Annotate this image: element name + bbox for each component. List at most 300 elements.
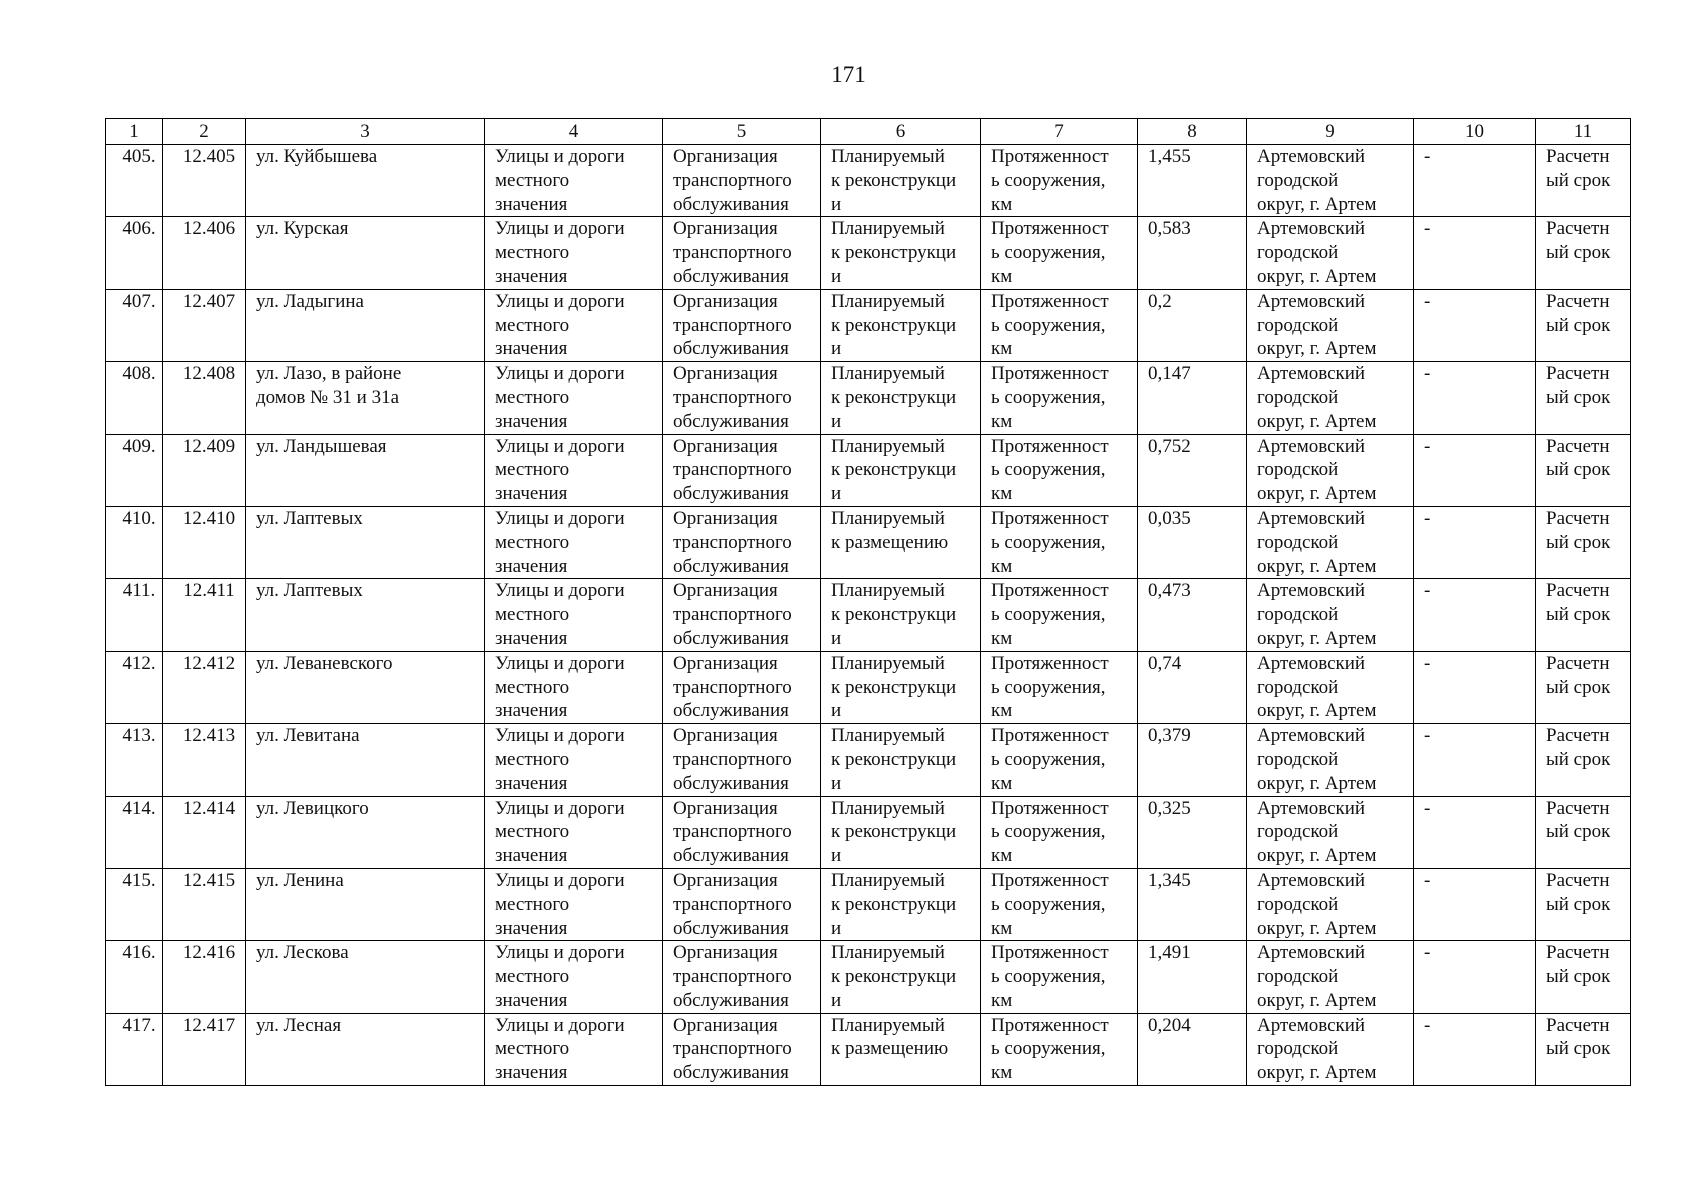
object-name-cell: [246, 868, 485, 940]
cell-line: Планируемый: [831, 290, 945, 312]
cell-line: транспортного: [673, 1038, 792, 1060]
object-name-cell: [246, 362, 485, 434]
implementation-term-cell: [1536, 145, 1631, 217]
cell-line: км: [991, 989, 1013, 1011]
objects-table: [105, 118, 1631, 1086]
cell-line: Артемовский: [1257, 797, 1366, 819]
cell-line: ый срок: [1546, 893, 1611, 915]
cell-line: и: [831, 917, 842, 939]
object-status-cell: [821, 362, 981, 434]
cell-line: Артемовский: [1257, 869, 1366, 891]
object-type-cell: [485, 651, 663, 723]
row-number-cell: 410.: [106, 506, 163, 578]
cell-line: ул. Леваневского: [256, 652, 393, 674]
cell-line: местного: [495, 459, 570, 481]
object-name-cell: [246, 145, 485, 217]
object-purpose-cell: [663, 868, 821, 940]
cell-line: обслуживания: [673, 917, 789, 939]
object-status-cell: [821, 941, 981, 1013]
cell-line: транспортного: [673, 386, 792, 408]
cell-line: транспортного: [673, 531, 792, 553]
characteristic-name-cell: [981, 579, 1138, 651]
cell-line: Улицы и дороги: [495, 435, 625, 457]
cell-line: Протяженност: [991, 290, 1109, 312]
cell-line: Расчетн: [1546, 290, 1610, 312]
cell-line: ь сооружения,: [991, 821, 1106, 843]
cell-line: местного: [495, 893, 570, 915]
object-status-cell: [821, 1013, 981, 1085]
page-number: 171: [831, 62, 866, 87]
characteristic-name-cell: [981, 796, 1138, 868]
object-purpose-cell: [663, 289, 821, 361]
object-status-cell: [821, 289, 981, 361]
cell-line: значения: [495, 338, 568, 360]
cell-line: городской: [1257, 893, 1339, 915]
cell-line: местного: [495, 748, 570, 770]
characteristic-name-cell: [981, 1013, 1138, 1085]
implementation-term-cell: [1536, 1013, 1631, 1085]
location-cell: [1247, 868, 1414, 940]
cell-line: ый срок: [1546, 676, 1611, 698]
table-row: [106, 434, 1631, 506]
characteristic-name-cell: [981, 724, 1138, 796]
cell-line: Улицы и дороги: [495, 725, 625, 747]
cell-line: ый срок: [1546, 386, 1611, 408]
cell-line: ый срок: [1546, 604, 1611, 626]
cell-line: Организация: [673, 725, 778, 747]
table-row: [106, 796, 1631, 868]
row-number-cell: 407.: [106, 289, 163, 361]
location-cell: [1247, 145, 1414, 217]
characteristic-name-cell: [981, 434, 1138, 506]
cell-line: Протяженност: [991, 942, 1109, 964]
cell-line: Расчетн: [1546, 363, 1610, 385]
row-number-cell: 409.: [106, 434, 163, 506]
cell-line: Планируемый: [831, 507, 945, 529]
cell-line: ул. Ленина: [256, 869, 344, 891]
object-type-cell: [485, 217, 663, 289]
implementation-term-cell: [1536, 434, 1631, 506]
column-number: 8: [1138, 119, 1247, 145]
cell-line: значения: [495, 410, 568, 432]
cell-line: Протяженност: [991, 725, 1109, 747]
cell-line: Протяженност: [991, 507, 1109, 529]
object-name-cell: [246, 941, 485, 1013]
cell-line: Протяженност: [991, 869, 1109, 891]
cell-line: Улицы и дороги: [495, 218, 625, 240]
cell-line: Расчетн: [1546, 146, 1610, 167]
object-status-cell: [821, 651, 981, 723]
cell-line: и: [831, 193, 842, 215]
row-number-cell: 415.: [106, 868, 163, 940]
cell-line: Артемовский: [1257, 580, 1366, 602]
characteristic-value-cell: 0,583: [1138, 217, 1247, 289]
location-cell: [1247, 1013, 1414, 1085]
cell-line: Улицы и дороги: [495, 363, 625, 385]
cell-line: Протяженност: [991, 146, 1109, 167]
cell-line: ый срок: [1546, 169, 1611, 191]
table-row: [106, 145, 1631, 217]
cell-line: ул. Ландышевая: [256, 435, 387, 457]
cell-line: Планируемый: [831, 435, 945, 457]
table-row: [106, 941, 1631, 1013]
cell-line: Расчетн: [1546, 507, 1610, 529]
zone-cell: -: [1414, 289, 1536, 361]
column-number: 7: [981, 119, 1138, 145]
cell-line: ул. Лаптевых: [256, 507, 363, 529]
characteristic-name-cell: [981, 868, 1138, 940]
cell-line: Организация: [673, 869, 778, 891]
cell-line: местного: [495, 604, 570, 626]
column-number: 2: [163, 119, 246, 145]
cell-line: домов № 31 и 31а: [256, 386, 400, 408]
cell-line: и: [831, 989, 842, 1011]
cell-line: ул. Левитана: [256, 725, 360, 747]
cell-line: к реконструкци: [831, 314, 957, 336]
cell-line: округ, г. Артем: [1257, 265, 1377, 287]
cell-line: Планируемый: [831, 1014, 945, 1036]
object-code-cell: 12.411: [163, 579, 246, 651]
column-number: 5: [663, 119, 821, 145]
cell-line: Улицы и дороги: [495, 507, 625, 529]
cell-line: Протяженност: [991, 218, 1109, 240]
object-type-cell: [485, 579, 663, 651]
object-code-cell: 12.408: [163, 362, 246, 434]
cell-line: ул. Куйбышева: [256, 146, 378, 167]
cell-line: значения: [495, 483, 568, 505]
zone-cell: -: [1414, 362, 1536, 434]
cell-line: округ, г. Артем: [1257, 555, 1377, 577]
cell-line: округ, г. Артем: [1257, 845, 1377, 867]
row-number-cell: 413.: [106, 724, 163, 796]
table-row: [106, 362, 1631, 434]
table-row: [106, 506, 1631, 578]
object-purpose-cell: [663, 506, 821, 578]
cell-line: местного: [495, 676, 570, 698]
cell-line: округ, г. Артем: [1257, 1062, 1377, 1084]
cell-line: Организация: [673, 580, 778, 602]
cell-line: ь сооружения,: [991, 531, 1106, 553]
object-type-cell: [485, 1013, 663, 1085]
cell-line: Артемовский: [1257, 290, 1366, 312]
cell-line: Расчетн: [1546, 1014, 1610, 1036]
object-type-cell: [485, 724, 663, 796]
table-body: [106, 145, 1631, 1086]
row-number-cell: 417.: [106, 1013, 163, 1085]
cell-line: Улицы и дороги: [495, 580, 625, 602]
cell-line: ь сооружения,: [991, 242, 1106, 264]
implementation-term-cell: [1536, 362, 1631, 434]
location-cell: [1247, 217, 1414, 289]
cell-line: значения: [495, 772, 568, 794]
cell-line: транспортного: [673, 676, 792, 698]
cell-line: городской: [1257, 676, 1339, 698]
column-number: 9: [1247, 119, 1414, 145]
cell-line: ь сооружения,: [991, 459, 1106, 481]
cell-line: и: [831, 845, 842, 867]
implementation-term-cell: [1536, 868, 1631, 940]
cell-line: к реконструкци: [831, 169, 957, 191]
characteristic-name-cell: [981, 217, 1138, 289]
cell-line: к реконструкци: [831, 748, 957, 770]
cell-line: к размещению: [831, 531, 949, 553]
cell-line: Протяженност: [991, 652, 1109, 674]
cell-line: ь сооружения,: [991, 604, 1106, 626]
cell-line: ь сооружения,: [991, 748, 1106, 770]
cell-line: км: [991, 193, 1013, 215]
object-purpose-cell: [663, 796, 821, 868]
cell-line: значения: [495, 845, 568, 867]
implementation-term-cell: [1536, 289, 1631, 361]
cell-line: округ, г. Артем: [1257, 193, 1377, 215]
cell-line: транспортного: [673, 748, 792, 770]
cell-line: местного: [495, 1038, 570, 1060]
cell-line: округ, г. Артем: [1257, 917, 1377, 939]
cell-line: Расчетн: [1546, 869, 1610, 891]
cell-line: значения: [495, 989, 568, 1011]
cell-line: км: [991, 700, 1013, 722]
characteristic-value-cell: 0,752: [1138, 434, 1247, 506]
cell-line: значения: [495, 193, 568, 215]
table-row: [106, 217, 1631, 289]
cell-line: транспортного: [673, 242, 792, 264]
object-type-cell: [485, 796, 663, 868]
object-status-cell: [821, 868, 981, 940]
column-number: 1: [106, 119, 163, 145]
row-number-cell: 405.: [106, 145, 163, 217]
cell-line: округ, г. Артем: [1257, 338, 1377, 360]
column-number: 6: [821, 119, 981, 145]
row-number-cell: 406.: [106, 217, 163, 289]
implementation-term-cell: [1536, 796, 1631, 868]
characteristic-value-cell: 1,345: [1138, 868, 1247, 940]
object-status-cell: [821, 796, 981, 868]
zone-cell: -: [1414, 868, 1536, 940]
location-cell: [1247, 724, 1414, 796]
object-purpose-cell: [663, 217, 821, 289]
zone-cell: -: [1414, 1013, 1536, 1085]
location-cell: [1247, 289, 1414, 361]
cell-line: Протяженност: [991, 435, 1109, 457]
cell-line: ь сооружения,: [991, 893, 1106, 915]
object-name-cell: [246, 434, 485, 506]
table-row: [106, 579, 1631, 651]
cell-line: обслуживания: [673, 265, 789, 287]
object-status-cell: [821, 579, 981, 651]
cell-line: транспортного: [673, 459, 792, 481]
cell-line: обслуживания: [673, 700, 789, 722]
cell-line: ь сооружения,: [991, 314, 1106, 336]
zone-cell: -: [1414, 145, 1536, 217]
object-name-cell: [246, 724, 485, 796]
cell-line: Артемовский: [1257, 1014, 1366, 1036]
cell-line: ь сооружения,: [991, 1038, 1106, 1060]
object-code-cell: 12.405: [163, 145, 246, 217]
object-type-cell: [485, 145, 663, 217]
cell-line: ый срок: [1546, 531, 1611, 553]
zone-cell: -: [1414, 651, 1536, 723]
cell-line: к реконструкци: [831, 242, 957, 264]
cell-line: городской: [1257, 1038, 1339, 1060]
cell-line: обслуживания: [673, 410, 789, 432]
zone-cell: -: [1414, 724, 1536, 796]
location-cell: [1247, 434, 1414, 506]
cell-line: ый срок: [1546, 459, 1611, 481]
object-code-cell: 12.410: [163, 506, 246, 578]
row-number-cell: 411.: [106, 579, 163, 651]
cell-line: ь сооружения,: [991, 676, 1106, 698]
cell-line: городской: [1257, 966, 1339, 988]
characteristic-name-cell: [981, 289, 1138, 361]
cell-line: Планируемый: [831, 580, 945, 602]
cell-line: км: [991, 772, 1013, 794]
table-row: [106, 724, 1631, 796]
cell-line: Расчетн: [1546, 218, 1610, 240]
object-purpose-cell: [663, 434, 821, 506]
object-status-cell: [821, 506, 981, 578]
cell-line: Планируемый: [831, 797, 945, 819]
cell-line: значения: [495, 917, 568, 939]
cell-line: Улицы и дороги: [495, 1014, 625, 1036]
cell-line: Артемовский: [1257, 942, 1366, 964]
cell-line: ул. Ладыгина: [256, 290, 364, 312]
characteristic-name-cell: [981, 145, 1138, 217]
cell-line: к реконструкци: [831, 676, 957, 698]
implementation-term-cell: [1536, 579, 1631, 651]
zone-cell: -: [1414, 579, 1536, 651]
cell-line: транспортного: [673, 893, 792, 915]
cell-line: Организация: [673, 363, 778, 385]
cell-line: Расчетн: [1546, 435, 1610, 457]
cell-line: ул. Лазо, в районе: [256, 363, 402, 385]
cell-line: Артемовский: [1257, 725, 1366, 747]
cell-line: к реконструкци: [831, 893, 957, 915]
cell-line: ул. Курская: [256, 218, 349, 240]
cell-line: Организация: [673, 652, 778, 674]
characteristic-value-cell: 1,455: [1138, 145, 1247, 217]
row-number-cell: 414.: [106, 796, 163, 868]
table-row: [106, 1013, 1631, 1085]
cell-line: обслуживания: [673, 627, 789, 649]
object-purpose-cell: [663, 362, 821, 434]
cell-line: местного: [495, 314, 570, 336]
cell-line: городской: [1257, 242, 1339, 264]
cell-line: Организация: [673, 435, 778, 457]
cell-line: ый срок: [1546, 966, 1611, 988]
cell-line: обслуживания: [673, 555, 789, 577]
cell-line: Организация: [673, 1014, 778, 1036]
cell-line: Планируемый: [831, 725, 945, 747]
characteristic-name-cell: [981, 362, 1138, 434]
object-purpose-cell: [663, 651, 821, 723]
cell-line: к реконструкци: [831, 966, 957, 988]
cell-line: и: [831, 483, 842, 505]
cell-line: км: [991, 555, 1013, 577]
object-name-cell: [246, 1013, 485, 1085]
implementation-term-cell: [1536, 217, 1631, 289]
row-number-cell: 408.: [106, 362, 163, 434]
zone-cell: -: [1414, 217, 1536, 289]
cell-line: местного: [495, 821, 570, 843]
cell-line: округ, г. Артем: [1257, 483, 1377, 505]
cell-line: городской: [1257, 314, 1339, 336]
location-cell: [1247, 651, 1414, 723]
object-status-cell: [821, 724, 981, 796]
cell-line: Планируемый: [831, 869, 945, 891]
cell-line: округ, г. Артем: [1257, 989, 1377, 1011]
zone-cell: -: [1414, 434, 1536, 506]
cell-line: округ, г. Артем: [1257, 410, 1377, 432]
cell-line: местного: [495, 169, 570, 191]
cell-line: Протяженност: [991, 580, 1109, 602]
object-name-cell: [246, 217, 485, 289]
cell-line: городской: [1257, 531, 1339, 553]
cell-line: ул. Лескова: [256, 942, 349, 964]
object-status-cell: [821, 145, 981, 217]
cell-line: городской: [1257, 604, 1339, 626]
cell-line: Организация: [673, 218, 778, 240]
row-number-cell: 416.: [106, 941, 163, 1013]
cell-line: Протяженност: [991, 363, 1109, 385]
cell-line: значения: [495, 555, 568, 577]
cell-line: обслуживания: [673, 772, 789, 794]
row-number-cell: 412.: [106, 651, 163, 723]
cell-line: транспортного: [673, 966, 792, 988]
cell-line: и: [831, 410, 842, 432]
cell-line: ый срок: [1546, 1038, 1611, 1060]
cell-line: транспортного: [673, 604, 792, 626]
cell-line: Улицы и дороги: [495, 797, 625, 819]
cell-line: городской: [1257, 386, 1339, 408]
cell-line: ь сооружения,: [991, 966, 1106, 988]
implementation-term-cell: [1536, 941, 1631, 1013]
implementation-term-cell: [1536, 651, 1631, 723]
cell-line: Планируемый: [831, 652, 945, 674]
zone-cell: -: [1414, 941, 1536, 1013]
cell-line: к размещению: [831, 1038, 949, 1060]
cell-line: км: [991, 1062, 1013, 1084]
cell-line: к реконструкци: [831, 604, 957, 626]
cell-line: Артемовский: [1257, 652, 1366, 674]
cell-line: Планируемый: [831, 942, 945, 964]
characteristic-value-cell: 0,147: [1138, 362, 1247, 434]
cell-line: Расчетн: [1546, 797, 1610, 819]
zone-cell: -: [1414, 506, 1536, 578]
column-number: 4: [485, 119, 663, 145]
column-number: 3: [246, 119, 485, 145]
cell-line: обслуживания: [673, 338, 789, 360]
cell-line: местного: [495, 386, 570, 408]
cell-line: ь сооружения,: [991, 169, 1106, 191]
cell-line: и: [831, 338, 842, 360]
cell-line: к реконструкци: [831, 386, 957, 408]
object-code-cell: 12.412: [163, 651, 246, 723]
cell-line: ый срок: [1546, 748, 1611, 770]
cell-line: и: [831, 265, 842, 287]
cell-line: Артемовский: [1257, 507, 1366, 529]
cell-line: км: [991, 845, 1013, 867]
object-code-cell: 12.415: [163, 868, 246, 940]
cell-line: ул. Лесная: [256, 1014, 342, 1036]
object-purpose-cell: [663, 941, 821, 1013]
characteristic-value-cell: 1,491: [1138, 941, 1247, 1013]
characteristic-name-cell: [981, 506, 1138, 578]
location-cell: [1247, 506, 1414, 578]
cell-line: км: [991, 265, 1013, 287]
cell-line: Улицы и дороги: [495, 290, 625, 312]
characteristic-value-cell: 0,2: [1138, 289, 1247, 361]
cell-line: Планируемый: [831, 146, 945, 167]
